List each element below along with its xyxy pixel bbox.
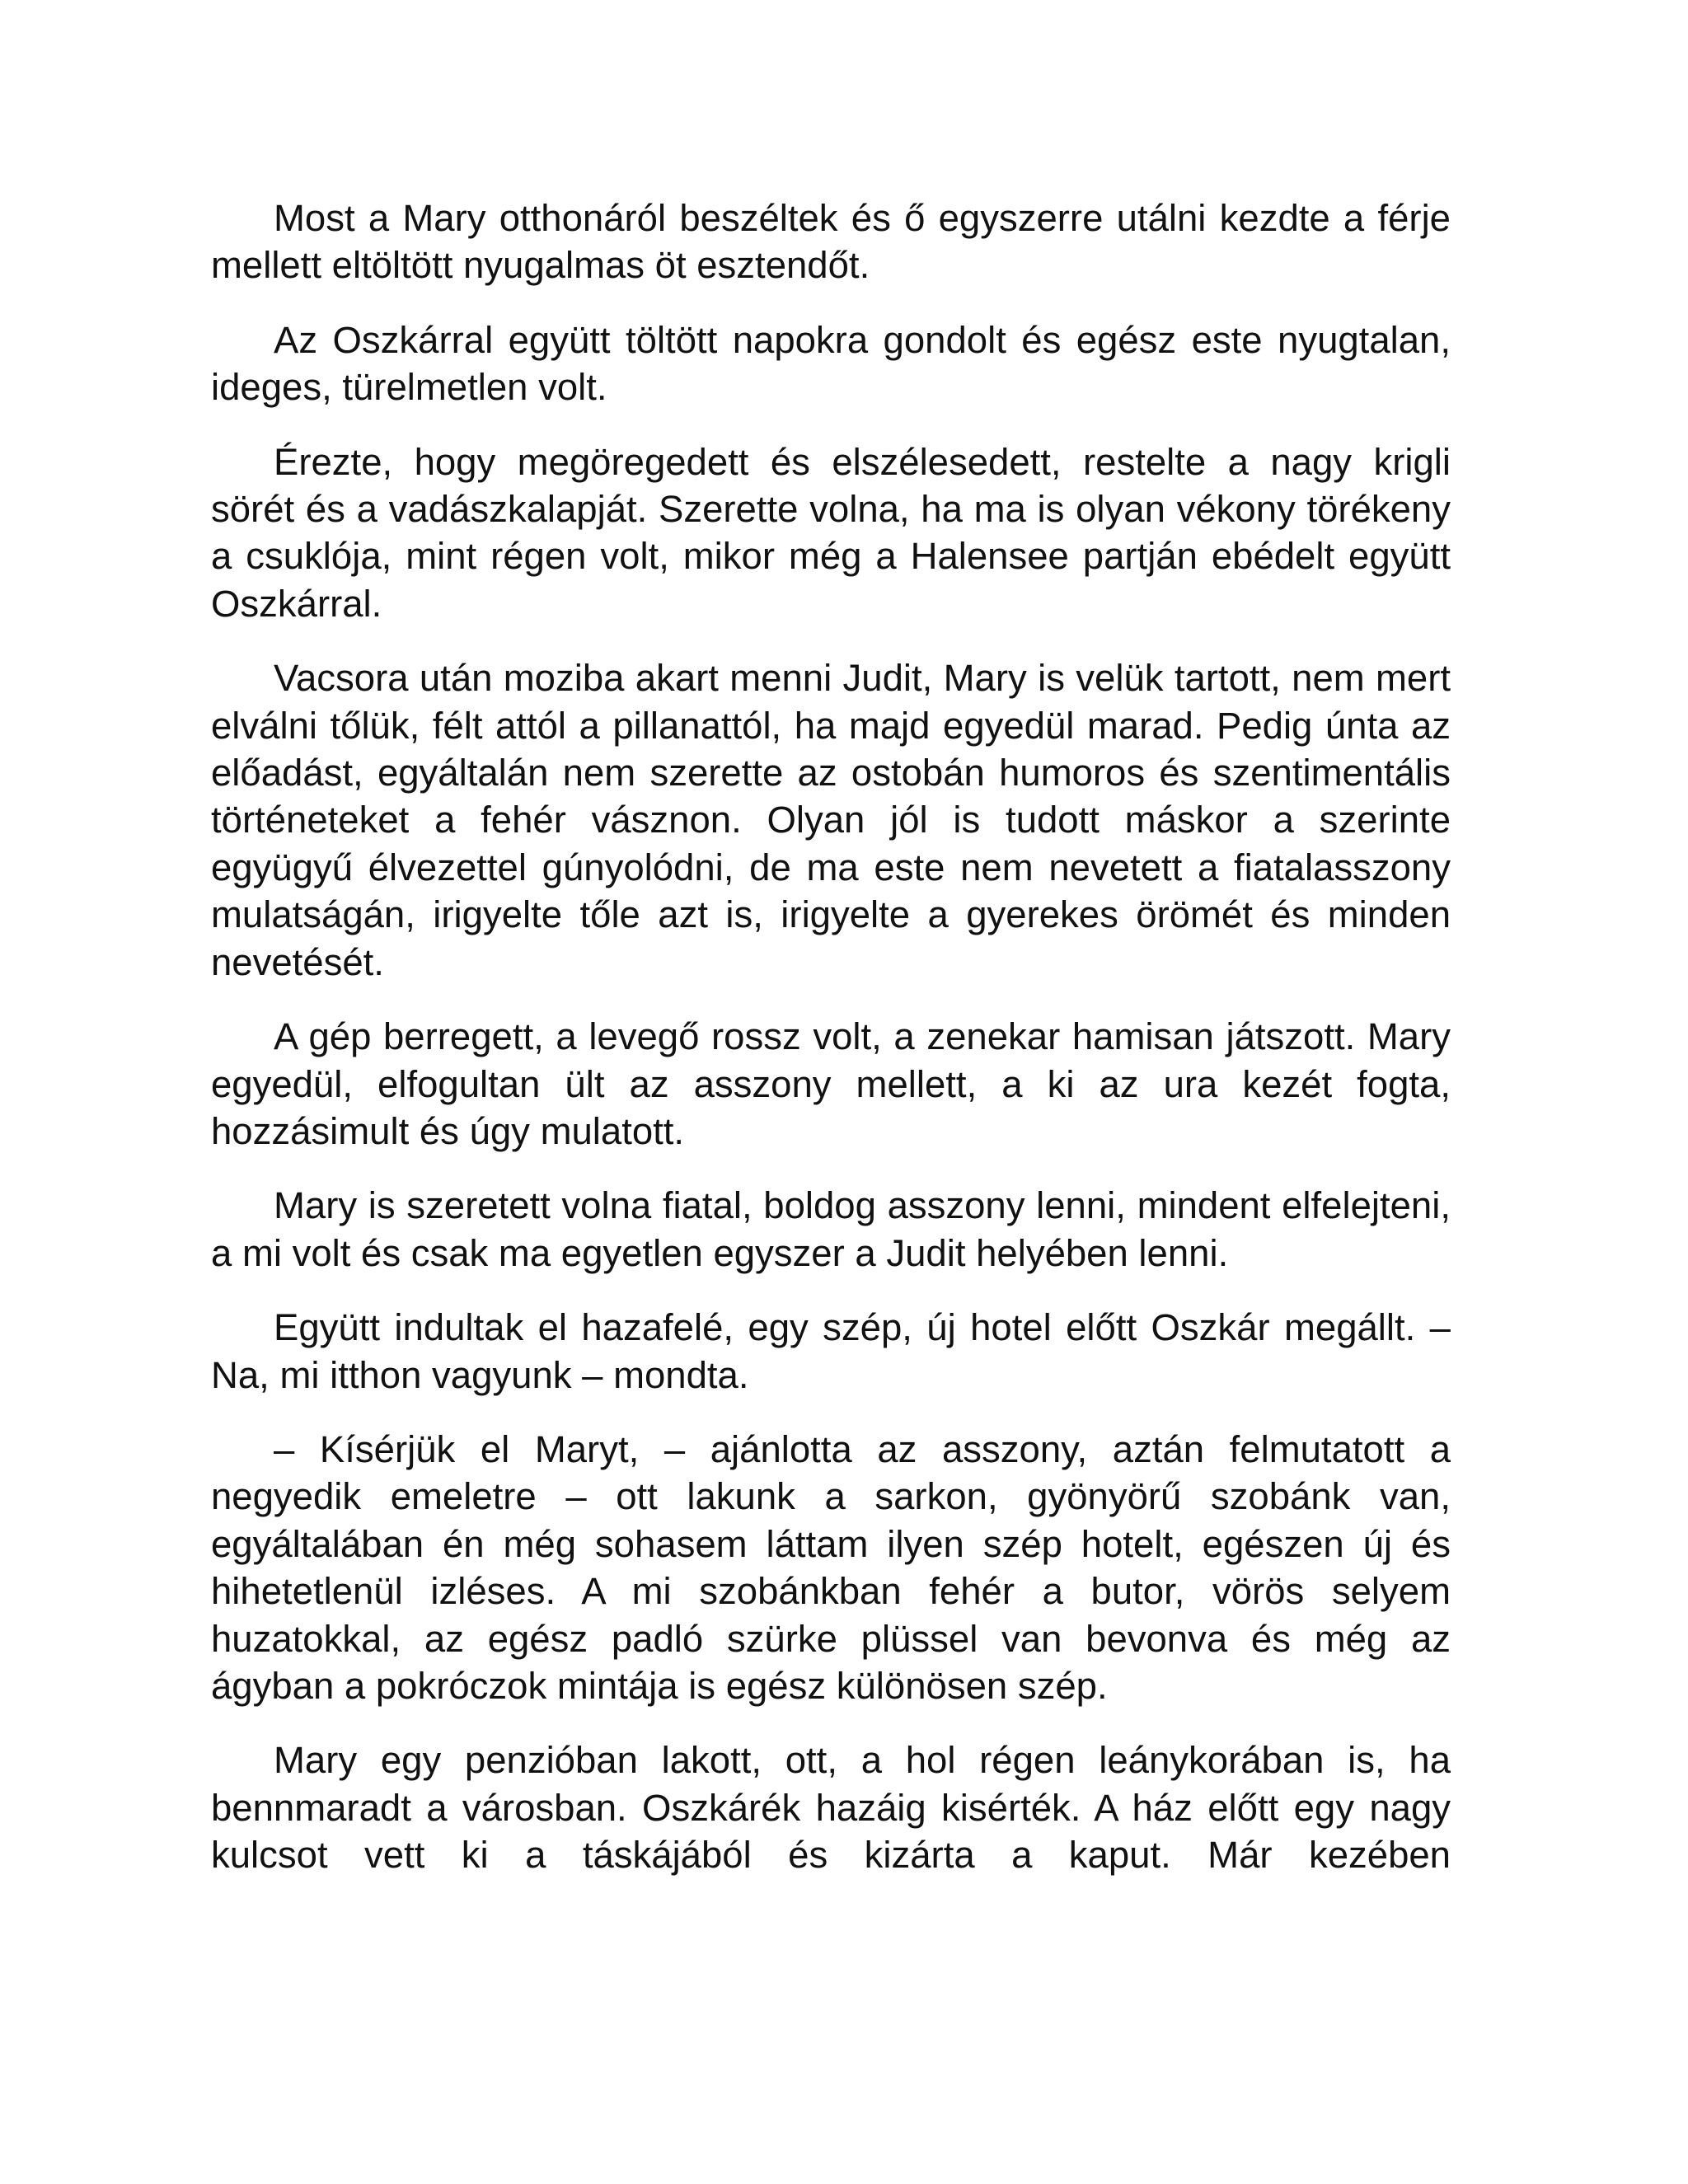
paragraph: Vacsora után moziba akart menni Judit, Mary is velük tartott, nem mert elválni tőlük, félt attól a pillanattól, ha majd egyedül marad. Pedig únta az előadást, egyáltalán nem szerette az ostobán humoros és szentimentális történeteket a fehér vásznon. Olyan jól is tudott máskor a szerinte együgyű élvezettel gúnyolódni, de ma este nem nevetett a fiatalasszony mulatságán, irigyelte tőle azt is, irigyelte a gyerekes örömét és minden nevetését.	[211, 657, 1451, 983]
paragraph: Most a Mary otthonáról beszéltek és ő egyszerre utálni kezdte a férje mellett eltöltött nyugalmas öt esztendőt.	[211, 197, 1451, 287]
paragraph: A gép berregett, a levegő rossz volt, a zenekar hamisan játszott. Mary egyedül, elfogultan ült az asszony mellett, a ki az ura kezét fogta, hozzásimult és úgy mulatott.	[211, 1015, 1451, 1152]
paragraph: Érezte, hogy megöregedett és elszélesedett, restelte a nagy krigli sörét és a vadászkalapját. Szerette volna, ha ma is olyan vékony törékeny a csuklója, mint régen volt, mikor még a Halensee partján ebédelt együtt Oszkárral.	[211, 440, 1451, 625]
paragraph: Mary egy penzióban lakott, ott, a hol régen leánykorában is, ha bennmaradt a városban. Oszkárék hazáig kisérték. A ház előtt egy nagy kulcsot vett ki a táskájából és kizárta a kaput. Már kezében	[211, 1739, 1451, 1877]
paragraph: Az Oszkárral együtt töltött napokra gondolt és egész este nyugtalan, ideges, türelmetlen volt.	[211, 318, 1451, 409]
paragraph: – Kísérjük el Maryt, – ajánlotta az asszony, aztán felmutatott a negyedik emeletre – ott lakunk a sarkon, gyönyörű szobánk van, egyáltalában én még sohasem láttam ilyen szép hotelt, egészen új és hihetetlenül izléses. A mi szobánkban fehér a butor, vörös selyem huzatokkal, az egész padló szürke plüssel van bevonva és még az ágyban a pokróczok mintája is egész különösen szép.	[211, 1427, 1451, 1707]
paragraph: Együtt indultak el hazafelé, egy szép, új hotel előtt Oszkár megállt. – Na, mi itthon vagyunk – mondta.	[211, 1306, 1451, 1396]
paragraph: Mary is szeretett volna fiatal, boldog asszony lenni, mindent elfelejteni, a mi volt és csak ma egyetlen egyszer a Judit helyében lenni.	[211, 1184, 1451, 1274]
document-page	[211, 194, 1451, 1906]
